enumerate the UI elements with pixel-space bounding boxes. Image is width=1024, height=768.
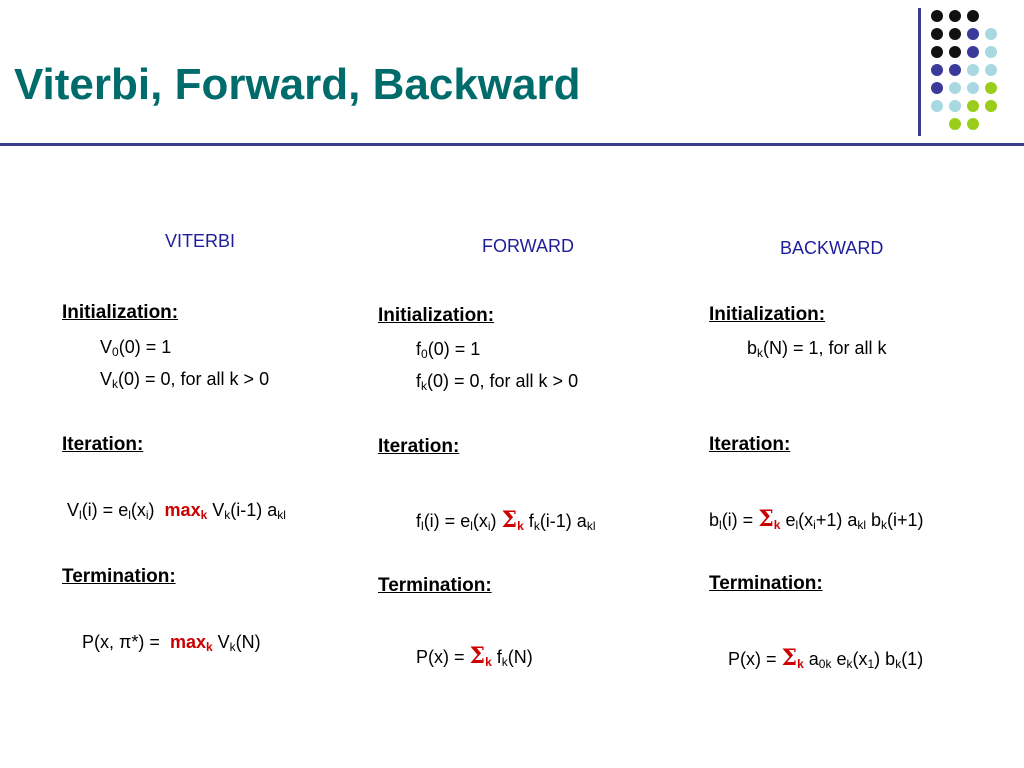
max-operator: max <box>169 632 206 652</box>
backward-init-label: Initialization: <box>709 304 826 325</box>
backward-termination-formula: $P(x) = \Sigma_k$ $a_{0k}$ $e_k(x_1)$ $b_k(1)$ <box>728 645 924 671</box>
decor-dot <box>949 82 961 94</box>
viterbi-iter-label: Iteration: <box>62 434 144 455</box>
viterbi-init-line-1: $V_0(0) = 1$ <box>100 337 172 359</box>
decor-dot <box>949 28 961 40</box>
decor-dot <box>967 118 979 130</box>
forward-init-label: Initialization: <box>378 305 495 326</box>
decor-dot <box>949 100 961 112</box>
decor-dot <box>967 28 979 40</box>
backward-iter-label: Iteration: <box>709 434 791 455</box>
backward-init-line-1: $b_k(N) = 1$, for all k <box>747 338 887 360</box>
backward-iteration-formula: $b_l(i) = \Sigma_k$ $e_l(x_i+1)$ $a_{kl}$ $b_k(i+1)$ <box>709 506 924 532</box>
decor-dot <box>967 46 979 58</box>
max-operator: max <box>164 500 201 520</box>
forward-iteration-formula: $f_l(i) = e_l(x_i)$ $\Sigma_k$ $f_k(i-1)$ $a_{kl}$ <box>416 507 596 533</box>
viterbi-term-label: Termination: <box>62 566 176 587</box>
forward-termination-formula: $P(x) = \Sigma_k$ $f_k(N)$ <box>416 643 533 669</box>
backward-term-label: Termination: <box>709 573 823 594</box>
sum-operator: Σ <box>501 507 518 533</box>
title-divider <box>0 143 1024 146</box>
viterbi-termination-formula: P(x, $\pi*) = \max_k V_k(N)$ <box>82 632 261 654</box>
decor-dot <box>985 46 997 58</box>
decor-dot <box>967 100 979 112</box>
forward-iter-label: Iteration: <box>378 436 460 457</box>
forward-heading: FORWARD <box>482 236 574 256</box>
forward-init-line-1: $f_0(0) = 1$ <box>416 339 481 361</box>
decor-dot-grid <box>931 10 1016 140</box>
decor-dot <box>967 64 979 76</box>
decor-vertical-line <box>918 8 921 136</box>
decor-dot <box>967 10 979 22</box>
decor-dot <box>985 28 997 40</box>
viterbi-iteration-formula: $V_l(i) = e_l(x_i)$ $\max_k V_k(i-1)$ $a_{kl}$ <box>67 500 286 522</box>
sum-operator: Σ <box>781 645 798 671</box>
decor-dot <box>949 46 961 58</box>
sum-operator: Σ <box>469 643 486 669</box>
viterbi-init-label: Initialization: <box>62 302 179 323</box>
decor-dot <box>949 118 961 130</box>
forward-term-label: Termination: <box>378 575 492 596</box>
decor-dot <box>949 10 961 22</box>
viterbi-init-line-2: $V_k(0) = 0$, for all k > 0 <box>100 369 270 391</box>
backward-heading: BACKWARD <box>780 238 884 258</box>
decor-dot <box>931 46 943 58</box>
decor-dot <box>985 100 997 112</box>
decor-dot <box>985 82 997 94</box>
decor-dot <box>931 100 943 112</box>
decor-dot <box>949 64 961 76</box>
decor-dot <box>931 10 943 22</box>
slide-title: Viterbi, Forward, Backward <box>14 60 581 109</box>
forward-init-line-2: $f_k(0) = 0$, for all k > 0 <box>416 371 579 393</box>
viterbi-heading: VITERBI <box>165 231 236 251</box>
decor-dot <box>931 82 943 94</box>
decor-dot <box>931 64 943 76</box>
decor-dot <box>985 64 997 76</box>
sum-operator: Σ <box>758 506 774 532</box>
decor-dot <box>967 82 979 94</box>
decor-dot <box>931 28 943 40</box>
